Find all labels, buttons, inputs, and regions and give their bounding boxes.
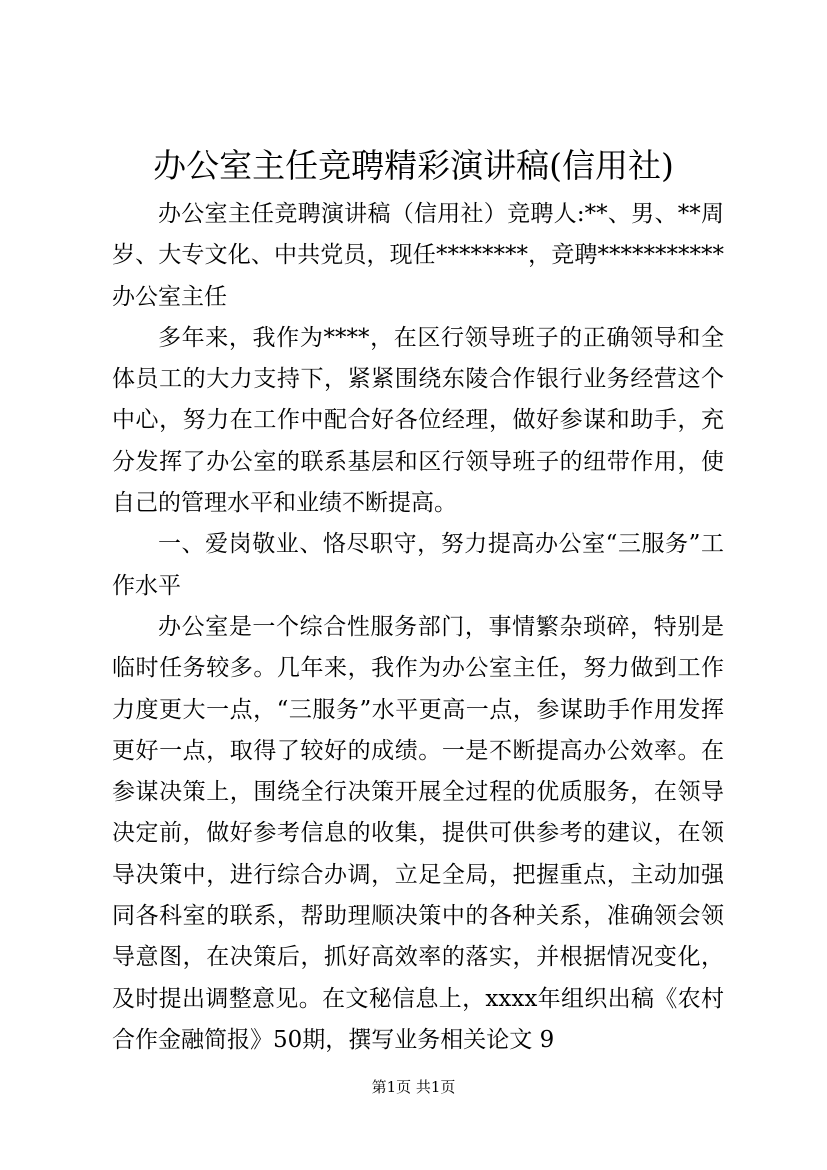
paragraph-candidate-info: 办公室主任竞聘演讲稿（信用社）竞聘人:**、男、**周岁、大专文化、中共党员，现任********，竞聘***********办公室主任 — [112, 201, 724, 310]
paragraph-introduction: 多年来，我作为****，在区行领导班子的正确领导和全体员工的大力支持下，紧紧围绕东陵合作银行业务经营这个中心，努力在工作中配合好各位经理，做好参谋和助手，充分发挥了办公室的联系基层和区行领导班子的纽带作用，使自己的管理水平和业绩不断提高。 — [112, 324, 724, 517]
paragraph-office-work: 办公室是一个综合性服务部门，事情繁杂琐碎，特别是临时任务较多。几年来，我作为办公室主任，努力做到工作力度更大一点，“三服务”水平更高一点，参谋助手作用发挥更好一点，取得了较好的成绩。一是不断提高办公效率。在参谋决策上，围绕全行决策开展全过程的优质服务，在领导决定前，做好参考信息的收集，提供可供参考的建议，在领导决策中，进行综合办调，立足全局，把握重点，主动加强同各科室的联系，帮助理顺决策中的各种关系，准确领会领导意图，在决策后，抓好高效率的落实，并根据情况变化，及时提出调整意见。在文秘信息上，xxxx年组织出稿《农村合作金融简报》50期，撰写业务相关论文 9 — [112, 613, 724, 1053]
document-body — [112, 194, 724, 1061]
page-number-footer: 第1页 共1页 — [371, 1078, 456, 1096]
document-title: 办公室主任竞聘精彩演讲稿(信用社) — [153, 146, 674, 185]
paragraph-section-heading: 一、爱岗敬业、恪尽职守，努力提高办公室“三服务”工作水平 — [112, 531, 724, 599]
